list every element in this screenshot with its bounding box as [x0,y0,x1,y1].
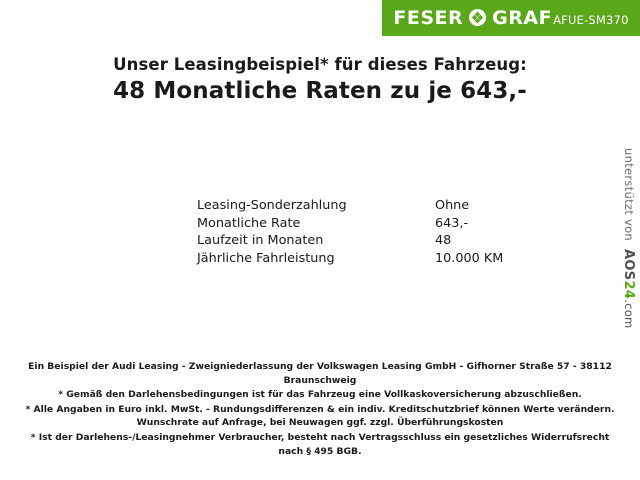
supported-by-label: unterstützt von [622,148,636,242]
brand-lockup [393,7,628,29]
spec-label: Monatliche Rate [197,215,301,231]
brand-name-feser: FESER [393,7,464,29]
spec-label: Jährliche Fahrleistung [197,250,335,266]
partner-vertical-strip [614,148,636,328]
spec-label: Laufzeit in Monaten [197,233,324,248]
legal-disclaimer [0,360,640,459]
partner-domain: .com [622,299,636,329]
partner-letter-o: O [621,259,636,271]
leasing-headline: 48 Monatliche Raten zu je 643,- [113,78,527,104]
partner-number-24: 24 [621,280,636,300]
legal-line: * Alle Angaben in Euro inkl. MwSt. - Rundungsdifferenzen & ein indiv. Kreditschutzbrief können Werte verändern. Wunschrate auf Anfrage, bei Neuwagen ggf. zzgl. Überführungskosten [25,403,615,429]
legal-line: Ein Beispiel der Audi Leasing - Zweigniederlassung der Volkswagen Leasing GmbH - Gifhorner Straße 57 - 38112 Braunschweig [28,361,612,386]
spec-value: 643,- [435,215,469,231]
spec-value: Ohne [435,198,470,213]
spec-label: Leasing-Sonderzahlung [197,198,347,213]
brand-name-graf: GRAF [492,7,553,29]
table-row [197,215,503,233]
partner-letter-s: S [621,270,636,281]
spec-value: 48 [435,233,452,248]
brand-header-bar [382,0,640,36]
vehicle-code: AFUE-SM370 [553,13,629,27]
clover-mark-icon [469,9,486,26]
table-row [197,250,503,268]
partner-lockup [621,148,636,329]
title-block [0,55,640,104]
leasing-spec-table [197,197,503,267]
legal-line: * Ist der Darlehens-/Leasingnehmer Verbraucher, besteht nach Vertragsschluss ein gesetzliches Widerrufsrecht nach § 495 BGB. [30,431,610,457]
partner-letter-a: A [621,249,636,260]
table-row [197,197,503,215]
leasing-subtitle: Unser Leasingbeispiel* für dieses Fahrzeug: [113,55,527,74]
spec-value: 10.000 KM [435,250,504,266]
legal-line: * Gemäß den Darlehensbedingungen ist für das Fahrzeug eine Vollkaskoversicherung abzuschließen. [58,389,582,401]
table-row [197,232,503,250]
